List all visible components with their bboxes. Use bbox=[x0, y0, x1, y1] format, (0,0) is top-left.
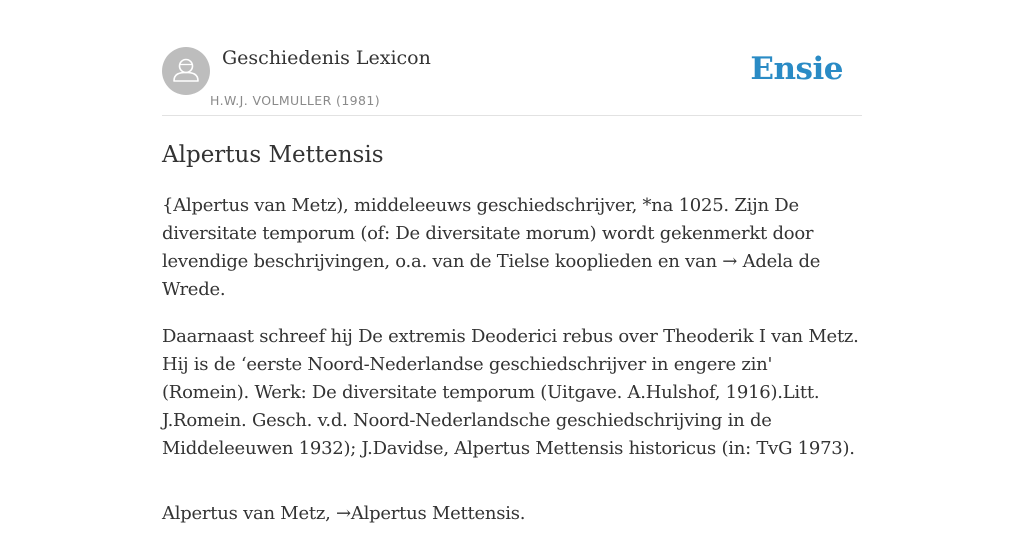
entry-content bbox=[162, 192, 862, 547]
page bbox=[162, 0, 862, 524]
paragraph-3-end: . bbox=[519, 503, 526, 524]
paragraph-1 bbox=[162, 192, 862, 304]
paragraph-3 bbox=[162, 500, 862, 528]
source-title[interactable]: Geschiedenis Lexicon bbox=[222, 47, 431, 69]
arrow-right-icon: → bbox=[336, 503, 351, 524]
entry-title: Alpertus Mettensis bbox=[162, 142, 384, 168]
paragraph-1-end: . bbox=[219, 279, 226, 300]
user-icon-svg bbox=[162, 47, 210, 95]
brand-logo[interactable]: Ensie bbox=[750, 51, 843, 87]
user-icon[interactable] bbox=[162, 47, 210, 95]
paragraph-2: Daarnaast schreef hij De extremis Deoderici rebus over Theoderik I van Metz. Hij is de ‘eerste Noord-Nederlandse geschiedschrijver in engere zin' (Romein). Werk: De diversitate temporum (Uitgave. A.Hulshof, 1916).Litt. J.Romein. Gesch. v.d. Noord-Nederlandsche geschiedschrijving in de Middeleeuwen 1932); J.Davidse, Alpertus Mettensis historicus (in: TvG 1973). bbox=[162, 326, 859, 459]
arrow-right-icon: → bbox=[722, 251, 738, 272]
link-alpertus-mettensis[interactable] bbox=[336, 503, 520, 524]
header bbox=[162, 0, 862, 116]
source-author[interactable]: H.W.J. VOLMULLER (1981) bbox=[210, 93, 381, 108]
paragraph-1-text: {Alpertus van Metz), middeleeuws geschiedschrijver, *na 1025. Zijn De diversitate temporum (of: De diversitate morum) wordt gekenmerkt door levendige beschrijvingen, o.a. van de Tielse kooplieden en van bbox=[162, 195, 814, 272]
link-label: Adela de Wrede bbox=[162, 251, 821, 300]
paragraph-3-text: Alpertus van Metz, bbox=[162, 503, 337, 524]
link-label: Alpertus Mettensis bbox=[350, 503, 520, 524]
